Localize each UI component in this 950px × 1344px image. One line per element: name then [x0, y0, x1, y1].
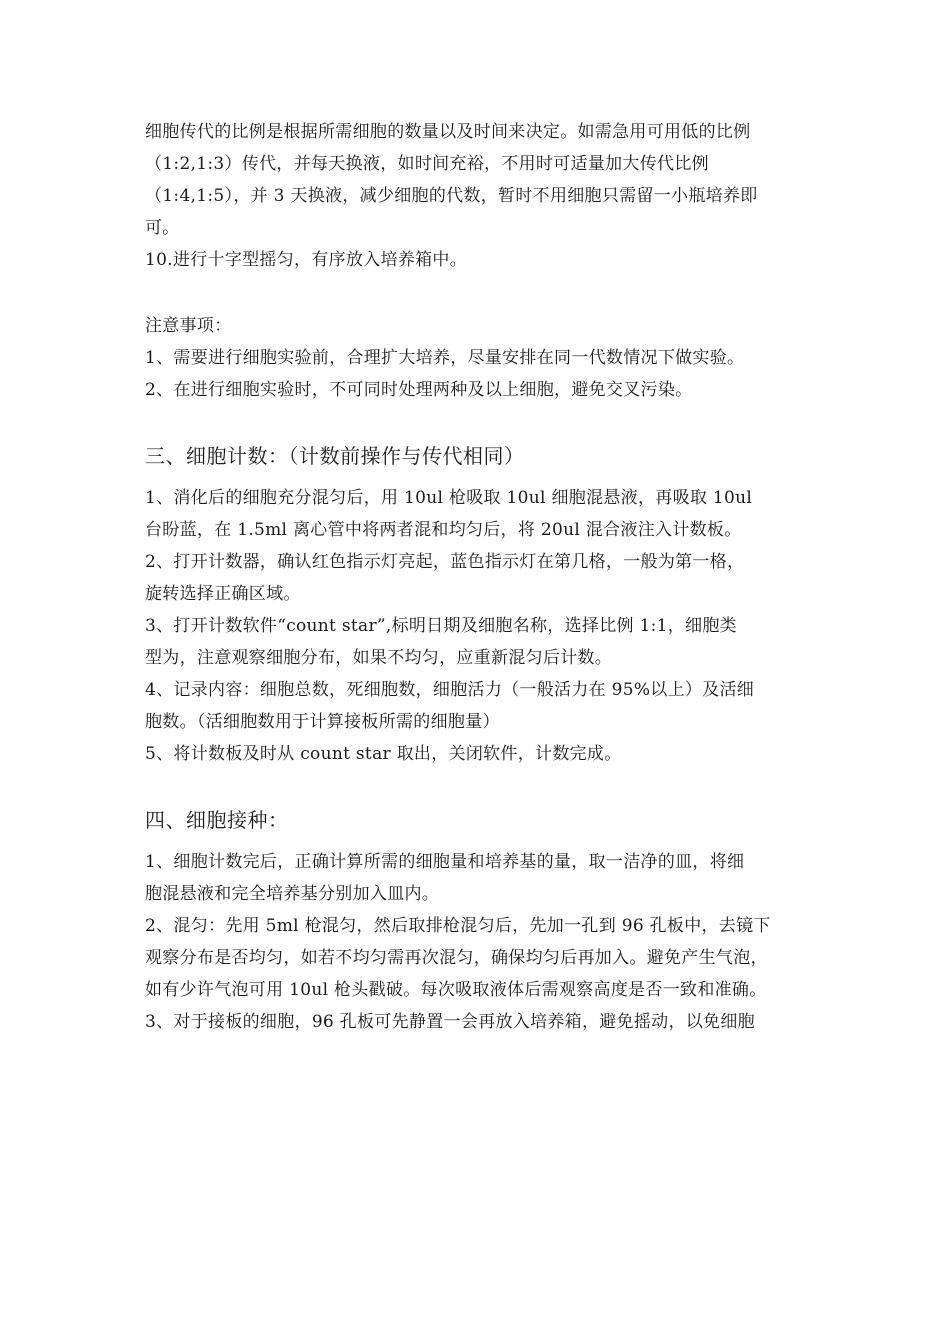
- document-page: [145, 116, 835, 1038]
- text-line: （1:4,1:5），并 3 天换液，减少细胞的代数，暂时不用细胞只需留一小瓶培养即: [145, 186, 758, 206]
- text-line: 型为，注意观察细胞分布，如果不均匀，应重新混匀后计数。: [145, 648, 613, 668]
- section-heading: 三、细胞计数：（计数前操作与传代相同）: [145, 444, 525, 468]
- step-10-line: 10.进行十字型摇匀，有序放入培养箱中。: [145, 250, 468, 270]
- notes-section: [145, 310, 835, 406]
- text-line: 2、打开计数器，确认红色指示灯亮起，蓝色指示灯在第几格，一般为第一格，: [145, 552, 745, 572]
- text-line: 细胞传代的比例是根据所需细胞的数量以及时间来决定。如需急用可用低的比例: [145, 122, 751, 142]
- text-line: 观察分布是否均匀，如若不均匀需再次混匀，确保均匀后再加入。避免产生气泡，: [145, 948, 768, 968]
- text-line: 胞混悬液和完全培养基分别加入皿内。: [145, 884, 440, 904]
- text-line: 如有少许气泡可用 10ul 枪头戳破。每次吸取液体后需观察高度是否一致和准确。: [145, 980, 767, 1000]
- text-line: 胞数。（活细胞数用于计算接板所需的细胞量）: [145, 712, 500, 732]
- text-line: 可。: [145, 218, 180, 238]
- spacer: [145, 406, 835, 436]
- section-cell-counting: [145, 436, 835, 770]
- text-line: 5、将计数板及时从 count star 取出，关闭软件，计数完成。: [145, 744, 622, 764]
- text-line: 台盼蓝，在 1.5ml 离心管中将两者混和均匀后，将 20ul 混合液注入计数板。: [145, 520, 742, 540]
- notes-title: 注意事项：: [145, 316, 232, 336]
- spacer: [145, 770, 835, 800]
- intro-paragraph: [145, 116, 835, 276]
- section-heading: 四、细胞接种：: [145, 808, 289, 832]
- text-line: 旋转选择正确区域。: [145, 584, 301, 604]
- note-item: 2、在进行细胞实验时，不可同时处理两种及以上细胞，避免交叉污染。: [145, 380, 693, 400]
- text-line: （1:2,1:3）传代，并每天换液，如时间充裕，不用时可适量加大传代比例: [145, 154, 709, 174]
- text-line: 3、对于接板的细胞，96 孔板可先静置一会再放入培养箱，避免摇动，以免细胞: [145, 1012, 755, 1032]
- text-line: 4、记录内容：细胞总数，死细胞数，细胞活力（一般活力在 95%以上）及活细: [145, 680, 755, 700]
- text-line: 1、消化后的细胞充分混匀后，用 10ul 枪吸取 10ul 细胞混悬液，再吸取 10ul: [145, 488, 753, 508]
- spacer: [145, 276, 835, 310]
- text-line: 1、细胞计数完后，正确计算所需的细胞量和培养基的量，取一洁净的皿，将细: [145, 852, 745, 872]
- section-cell-seeding: [145, 800, 835, 1038]
- note-item: 1、需要进行细胞实验前，合理扩大培养，尽量安排在同一代数情况下做实验。: [145, 348, 745, 368]
- text-line: 3、打开计数软件“count star”,标明日期及细胞名称，选择比例 1:1，细胞类: [145, 616, 737, 636]
- text-line: 2、混匀：先用 5ml 枪混匀，然后取排枪混匀后，先加一孔到 96 孔板中，去镜下: [145, 916, 771, 936]
